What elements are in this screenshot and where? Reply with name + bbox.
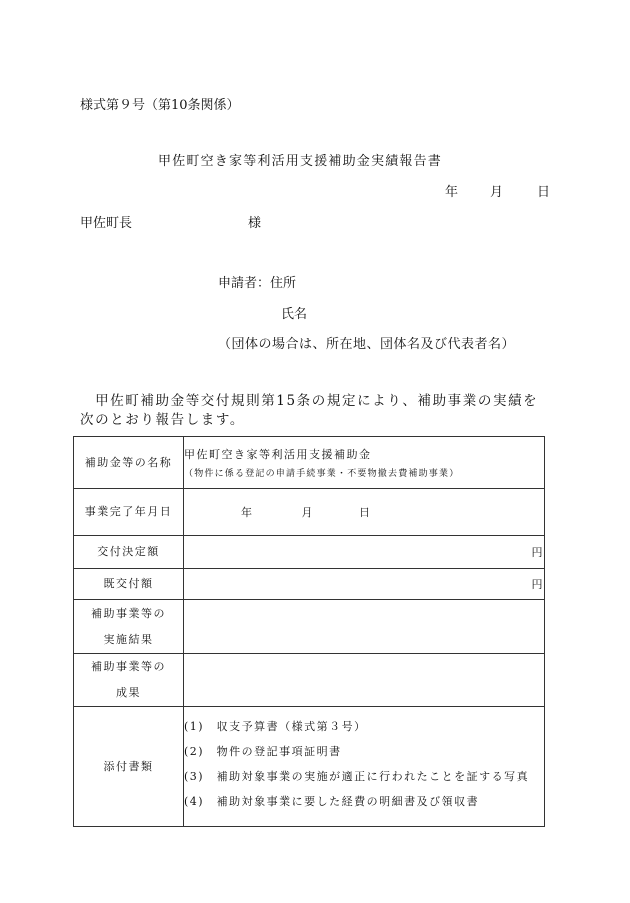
implementation-result-field[interactable] bbox=[184, 600, 545, 654]
form-number: 様式第９号（第10条関係） bbox=[80, 98, 240, 113]
yen-unit: 円 bbox=[531, 546, 544, 559]
table-row bbox=[74, 437, 545, 489]
attachment-item: (3) 補助対象事業の実施が適正に行われたことを証する写真 bbox=[184, 769, 530, 783]
addressee-honorific: 様 bbox=[248, 216, 262, 231]
report-table bbox=[73, 436, 545, 827]
attachment-item: (2) 物件の登記事項証明書 bbox=[184, 744, 342, 758]
implementation-result-label bbox=[74, 600, 184, 654]
addressee: 甲佐町長 bbox=[80, 216, 133, 231]
completion-date-label: 事業完了年月日 bbox=[74, 489, 184, 536]
completion-date-field[interactable] bbox=[184, 489, 545, 536]
applicant-note: （団体の場合は、所在地、団体名及び代表者名） bbox=[218, 337, 516, 352]
body-paragraph bbox=[80, 392, 538, 430]
table-row bbox=[74, 654, 545, 707]
table-row bbox=[74, 489, 545, 536]
program-name-cell bbox=[184, 437, 545, 489]
date-month-label: 月 bbox=[490, 185, 504, 200]
table-row bbox=[74, 569, 545, 600]
completion-month-label: 月 bbox=[301, 506, 314, 519]
completion-day-label: 日 bbox=[359, 506, 372, 519]
yen-unit: 円 bbox=[531, 578, 544, 591]
attachments-label: 添付書類 bbox=[74, 707, 184, 827]
outcome-label-line1: 補助事業等の bbox=[91, 660, 166, 673]
body-line-2: 次のとおり報告します。 bbox=[80, 412, 246, 428]
attachment-item: (1) 収支予算書（様式第３号） bbox=[184, 719, 367, 733]
outcome-label-line2: 成果 bbox=[116, 686, 141, 699]
program-name-note: （物件に係る登記の申請手続事業・不要物撤去費補助事業） bbox=[184, 469, 460, 479]
date-year-label: 年 bbox=[445, 185, 459, 200]
decided-amount-label: 交付決定額 bbox=[74, 536, 184, 569]
date-day-label: 日 bbox=[537, 185, 551, 200]
completion-year-label: 年 bbox=[241, 506, 254, 519]
paid-amount-field[interactable] bbox=[184, 569, 545, 600]
implementation-result-label-line1: 補助事業等の bbox=[91, 606, 166, 620]
body-line-1: 甲佐町補助金等交付規則第15条の規定により、補助事業の実績を bbox=[80, 393, 539, 409]
outcome-field[interactable] bbox=[184, 654, 545, 707]
attachments-list bbox=[184, 707, 545, 827]
paid-amount-label: 既交付額 bbox=[74, 569, 184, 600]
applicant-name-label: 氏名 bbox=[281, 307, 308, 322]
outcome-label bbox=[74, 654, 184, 707]
decided-amount-field[interactable] bbox=[184, 536, 545, 569]
attachment-item: (4) 補助対象事業に要した経費の明細書及び領収書 bbox=[184, 794, 480, 808]
applicant-address-label: 申請者：住所 bbox=[218, 276, 297, 291]
program-name-label: 補助金等の名称 bbox=[74, 437, 184, 489]
implementation-result-label-line2: 実施結果 bbox=[103, 632, 154, 646]
table-row bbox=[74, 600, 545, 654]
document-title: 甲佐町空き家等利活用支援補助金実績報告書 bbox=[158, 154, 443, 169]
table-row bbox=[74, 707, 545, 827]
table-row bbox=[74, 536, 545, 569]
program-name-value: 甲佐町空き家等利活用支援補助金 bbox=[184, 448, 372, 461]
